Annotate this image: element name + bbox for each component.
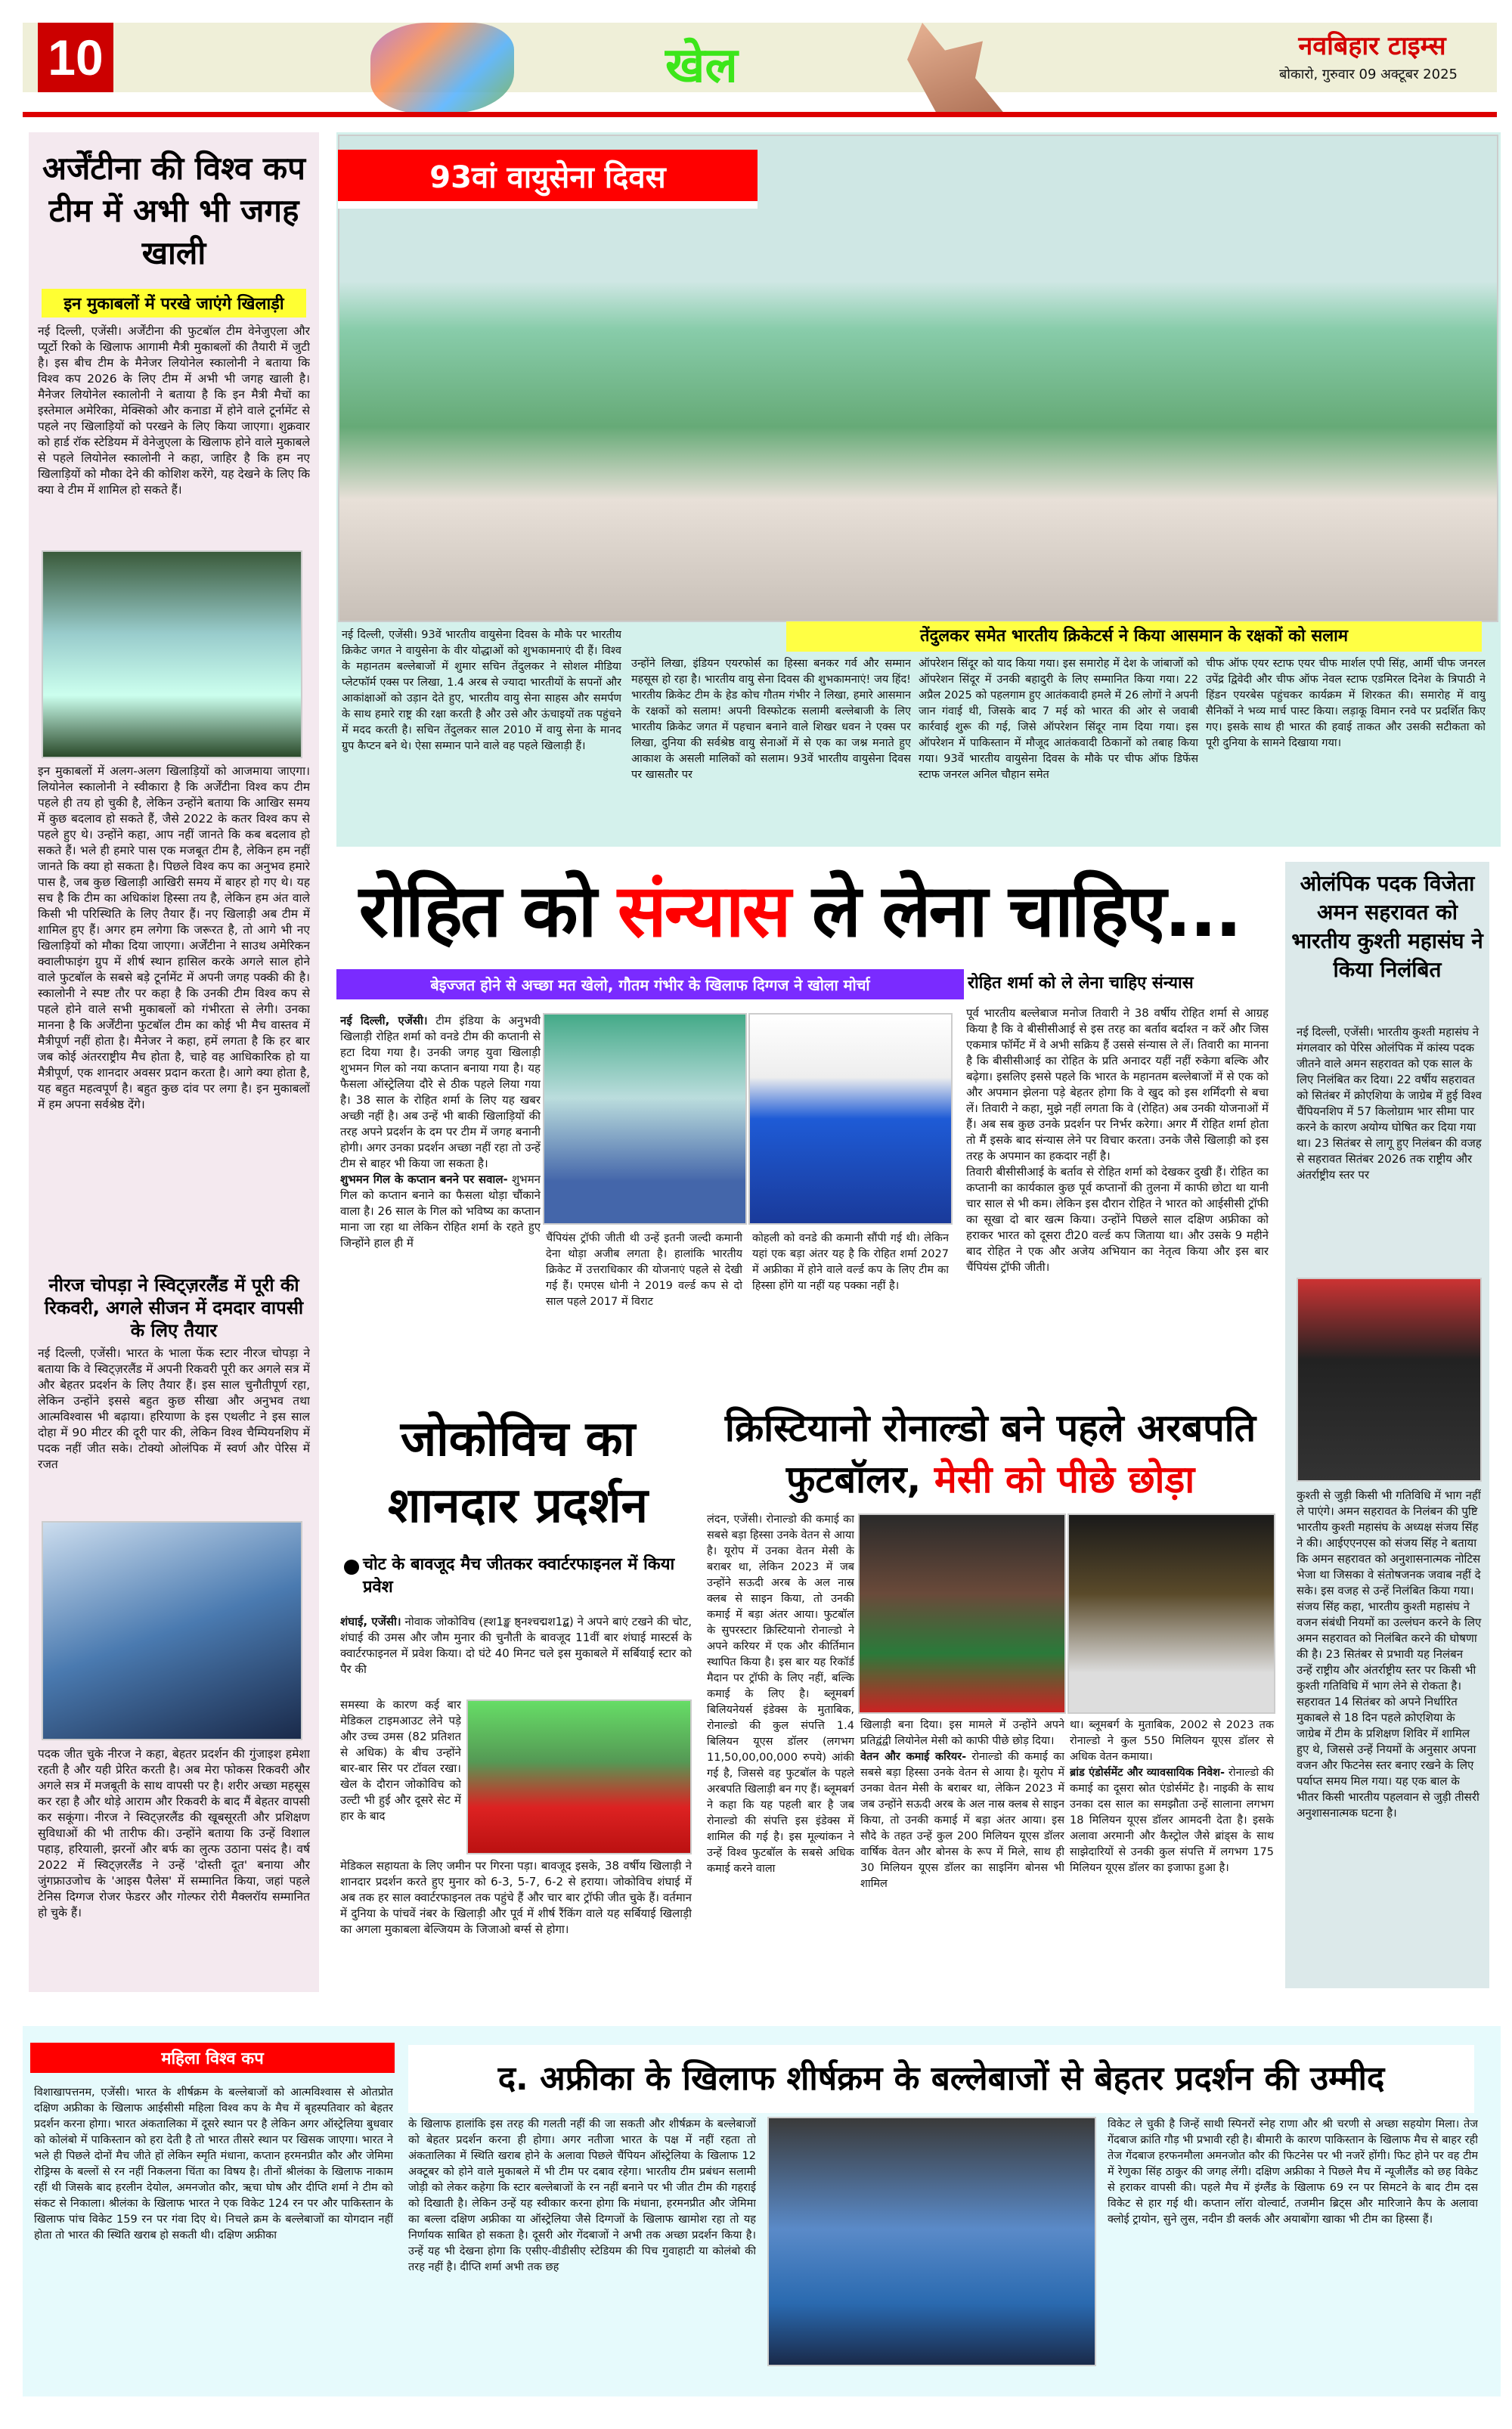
rohit-side-body [966,1005,1269,1383]
paragraph: था। ब्लूमबर्ग के मुताबिक, 2002 से 2023 तक रोनाल्डो ने कुल 550 मिलियन यूएस डॉलर से अधिक वेतन कमाया। [1070,1719,1274,1763]
djokovic-body-intro [340,1614,692,1697]
airforce-banner: 93वां वायुसेना दिवस [338,150,758,209]
page-number: 10 [38,23,113,92]
paragraph: पूर्व भारतीय बल्लेबाज मनोज तिवारी ने 38 वर्षीय रोहित शर्मा से आग्रह किया है कि वे बीसीसीआई से इस तरह का बर्ताव बर्दाश्त न करें और जिस एकमात्र फॉर्मेट में वे अभी सक्रिय हैं उससे संन्यास ले लें। तिवारी का मानना है कि बीसीसीआई का रोहित के प्रति अनादर यहीं नहीं रुकेगा बल्कि और बढ़ेगा। इसलिए इससे पहले कि भारत के महानतम बल्लेबाजों में से एक को और अपमान झेलना पड़े बेहतर होगा कि वे खुद को इस शर्मिंदगी से बचा लें। तिवारी ने कहा, मुझे नहीं लगता कि वे (रोहित) अब उनकी योजनाओं में हैं। अब सब कुछ उनके प्रदर्शन पर निर्भर करेगा। अगर मैं रोहित शर्मा होता तो मैं इसके बाद संन्यास लेने पर विचार करता। उनके जैसे खिलाड़ी को इस तरह के अपमान का हकदार नहीं है। [966,1006,1269,1163]
subheading: शुभमन गिल के कप्तान बनने पर सवाल- [340,1173,508,1186]
paragraph: नोवाक जोकोविच (ह्श1ङ्ख ष्ठ्नश्चद्मश1द्ब) ने अपने बाएं टखने की चोट, शंघाई की उमस और जौम मुनार की चुनौती के बावजूद 11वीं बार शंघाई मास्टर्स के क्वार्टरफाइनल में प्रवेश किया। दो घंटे 40 मिनट चले इस मुकाबले में सर्बियाई स्टार को पैर की [340,1615,692,1676]
neeraj-headline: नीरज चोपड़ा ने स्विट्ज़रलैंड में पूरी की रिकवरी, अगले सीजन में दमदार वापसी के लिए तैयार [44,1275,304,1341]
bullet-icon [344,1560,359,1575]
djokovic-headline: जोकोविच का शानदार प्रदर्शन [387,1411,649,1534]
messi-photo [1067,1513,1275,1714]
argentina-headline: अर्जेंटीना की विश्व कप टीम में अभी भी जगह खाली [42,150,306,271]
women-world-cup-label: महिला विश्व कप [30,2043,395,2073]
women-world-cup-headline: द. अफ्रीका के खिलाफ शीर्षक्रम के बल्लेबाजों से बेहतर प्रदर्शन की उम्मीद [408,2045,1474,2113]
aman-body-continued: कुश्ती से जुड़ी किसी भी गतिविधि में भाग नहीं ले पाएंगे। अमन सहरावत के निलंबन की पुष्टि भारतीय कुश्ती महासंघ के अध्यक्ष संजय सिंह ने की। आईएएनएस को संजय सिंह ने बताया कि अमन सहरावत को अनुशासनात्मक नोटिस भेजा था जिसका वे संतोषजनक जवाब नहीं दे सके। इस वजह से उन्हें निलंबित किया गया। संजय सिंह कहा, भारतीय कुश्ती महासंघ ने वजन संबंधी नियमों का उल्लंघन करने के लिए अमन सहरावत को निलंबित करने की घोषणा की है। 23 सितंबर से प्रभावी यह निलंबन उन्हें राष्ट्रीय और अंतर्राष्ट्रीय स्तर पर किसी भी कुश्ती गतिविधि में भाग लेने से रोकता है। सहरावत 14 सितंबर को अपने निर्धारित मुकाबले से 18 दिन पहले क्रोएशिया के जाग्रेब में टीम के प्रशिक्षण शिविर में शामिल हुए थे, जिससे उन्हें नियमों के अनुसार अपना वजन और फिटनेस स्तर बनाए रखने के लिए पर्याप्त समय मिल गया। यह एक बाल के भीतर किसी भारतीय पहलवान से जुड़ी तीसरी अनुशासनात्मक घटना है। [1297,1489,1482,1820]
rohit-headline [340,858,1259,964]
women-wc-body-col1: विशाखापत्तनम, एजेंसी। भारत के शीर्षक्रम के बल्लेबाजों को आत्मविश्वास से ओतप्रोत दक्षिण अफ्रीका के खिलाफ आईसीसी महिला विश्व कप के मैच में बृहस्पतिवार को बेहतर प्रदर्शन करना होगा। भारत अंकतालिका में दूसरे स्थान पर है लेकिन अगर ऑस्ट्रेलिया बुधवार को कोलंबो में पाकिस्तान को हरा देती है तो भारत तीसरे स्थान पर खिसक जाएगा। भारत ने भले ही पिछले दोनों मैच जीते हों लेकिन स्मृति मंधाना, कप्तान हरमनप्रीत कौर और जेमिमा रोड्रिग्स के बल्लों से रन नहीं निकलना चिंता का विषय है। तीनों श्रीलंका के खिलाफ नाकाम रहीं थी जिसके बाद हरलीन देयोल, अमनजोत कौर, ऋचा घोष और दीप्ति शर्मा ने टीम को संकट से निकाला। श्रीलंका के खिलाफ भारत ने एक विकेट 124 रन पर और पाकिस्तान के खिलाफ पांच विकेट 159 रन पर गंवा दिए थे। निचले क्रम के बल्लेबाजों का योगदान नहीं होता तो भारत की स्थिति खराब हो सकती थी। दक्षिण अफ्रीका [34,2087,393,2242]
djokovic-subhead: चोट के बावजूद मैच जीतकर क्वार्टरफाइनल में किया प्रवेश [363,1555,675,1597]
airforce-body-col1: नई दिल्ली, एजेंसी। 93वें भारतीय वायुसेना दिवस के मौके पर भारतीय क्रिकेट जगत ने वायुसेना के वीर योद्धाओं को शुभकामनाएं दी हैं। विश्व के महानतम बल्लेबाजों में शुमार सचिन तेंदुलकर ने सोशल मीडिया प्लेटफॉर्म एक्स पर लिखा, 1.4 अरब से ज्यादा भारतीयों के सपनों और आकांक्षाओं को उड़ान देते हुए, भारतीय वायु सेना साहस और समर्पण के साथ हमारे राष्ट्र की रक्षा करती है और उसे और ऊंचाइयों तक पहुंचने में मदद करती है। सचिन तेंदुलकर साल 2010 में वायु सेना के मानद ग्रुप कैप्टन बने थे। ऐसा सम्मान पाने वाले वह पहले खिलाड़ी हैं। [342,629,621,752]
paragraph: शुभमन गिल को कप्तान बनाने का फैसला थोड़ा चौंकाने वाला है। 26 साल के गिल को भविष्य का कप्तान माना जा रहा था लेकिन रोहित शर्मा के रहते हुए जिन्होंने हाल ही में [340,1173,541,1250]
djokovic-body-bottom: मेडिकल सहायता के लिए जमीन पर गिरना पड़ा। बावजूद इसके, 38 वर्षीय खिलाड़ी ने शानदार प्रदर्शन करते हुए मुनार को 6-3, 5-7, 6-2 से हराया। जोकोविच शंघाई में अब तक हर साल क्वार्टरफाइनल तक पहुंचे हैं और चार बार ट्रॉफी जीत चुके हैं। वर्तमान में दुनिया के पांचवें नंबर के खिलाड़ी और पूर्व में शीर्ष रैंकिंग वाले यह सर्बियाई खिलाड़ी का अगला मुकाबला बेल्जियम के जिजाओ बर्ग्स से होगा। [340,1859,692,1936]
ronaldo-body-col2 [860,1718,1064,1986]
airforce-body-col3: ऑपरेशन सिंदूर को याद किया गया। इस समारोह में देश के जांबाजों को ऑपरेशन सिंदूर में उनकी बहादुरी के लिए सम्मानित किया गया। 22 अप्रैल 2025 को पहलगाम हुए आतंकवादी हमले में 26 लोगों ने अपनी जान गंवाई थी, जिसके बाद 7 मई को भारत की ओर से जवाबी कार्रवाई शुरू की गई, जिसे ऑपरेशन सिंदूर नाम दिया गया। इस ऑपरेशन में पाकिस्तान में मौजूद आतंकवादी ठिकानों को तबाह किया गया। 93वें भारतीय वायुसेना दिवस के मौके पर चीफ ऑफ डिफेंस स्टाफ जनरल अनिल चौहान समेत [919,658,1198,781]
women-wc-body-col2: के खिलाफ हालांकि इस तरह की गलती नहीं की जा सकती और शीर्षक्रम के बल्लेबाजों को बेहतर प्रदर्शन करना ही होगा। अगर नतीजा भारत के पक्ष में नहीं रहता तो अंकतालिका में स्थिति खराब होने के अलावा पिछले चैंपियन ऑस्ट्रेलिया के खिलाफ 12 अक्टूबर को होने वाले मुकाबले में भी टीम पर दबाव रहेगा। भारतीय टीम प्रबंधन सलामी जोड़ी को लेकर कहेगा कि स्टार बल्लेबाजों के रन नहीं बनाने पर भी जीत टीम की गहराई को दिखाती है। लेकिन उन्हें यह स्वीकार करना होगा कि मंधाना, हरमनप्रीत और जेमिमा का बल्ला दक्षिण अफ्रीका या ऑस्ट्रेलिया जैसे दिग्गजों के खिलाफ खामोश रहा तो यह निर्णायक साबित हो सकता है। दूसरी ओर गेंदबाजों ने अभी तक अच्छा प्रदर्शन किया है। उन्हें यह भी देखना होगा कि एसीए-वीडीसीए स्टेडियम की पिच गुवाहाटी या कोलंबो की तरह नहीं है। दीप्ति शर्मा अभी तक छह [408,2118,756,2273]
aman-headline: ओलंपिक पदक विजेता अमन सहरावत को भारतीय कुश्ती महासंघ ने किया निलंबित [1291,871,1483,982]
rohit-body-col3: कोहली को वनडे की कमानी सौंपी गई थी। लेकिन यहां एक बड़ा अंतर यह है कि रोहित शर्मा 2027 में अफ्रीका में होने वाले वर्ल्ड कप के लिए टीम का हिस्सा होंगे या नहीं यह पक्का नहीं है। [752,1232,949,1292]
paragraph: रोनाल्डो की कमाई का दूसरा स्रोत एंडोर्समेंट है। नाइकी के साथ उनका दस साल का समझौता उन्हें सालाना लगभग 18 मिलियन यूएस डॉलर आमदनी देता है। इसके अलावा अरमानी और कैस्ट्रोल जैसे ब्रांड्स के साथ साझेदारियों से उनकी कुल संपत्ति में लगभग 175 मिलियन यूएस डॉलर का इजाफा हुआ है। [1070,1767,1274,1874]
ronaldo-body-col3 [1070,1718,1274,1986]
rohit-body-col1 [340,1013,541,1376]
section-title: खेल [665,38,738,94]
djokovic-photo [466,1699,692,1854]
rohit-headline-part1: रोहित को [358,869,618,953]
rohit-headline-red: संन्यास [617,869,789,953]
paragraph: रोनाल्डो की कमाई का सबसे बड़ा हिस्सा उनके वेतन से आया है। यूरोप में उनका वेतन मेसी के बराबर था, लेकिन 2023 में जब उन्होंने सऊदी अरब के अल नास्र क्लब से साइन किया, तो उनकी कमाई में बड़ा अंतर आया। इस सौदे के तहत उन्हें कुल 200 मिलियन यूएस डॉलर वार्षिक वेतन और बोनस के रूप में मिले, साथ ही 30 मिलियन यूएस डॉलर का साइनिंग बोनस भी शामिल [860,1751,1064,1890]
djokovic-body-left: समस्या के कारण कई बार मेडिकल टाइमआउट लेने पड़े और उच्च उमस (82 प्रतिशत से अधिक) के बीच उन्होंने बार-बार सिर पर टॉवल रखा। खेल के दौरान जोकोविच को उल्टी भी हुई और दूसरे सेट में हार के बाद [340,1698,461,1823]
ronaldo-headline-red: मेसी को पीछे छोड़ा [934,1458,1195,1501]
indian-women-team-celebration-photo [767,2117,1096,2366]
neeraj-body: नई दिल्ली, एजेंसी। भारत के भाला फेंक स्टार नीरज चोपड़ा ने बताया कि वे स्विट्ज़रलैंड में अपनी रिकवरी पूरी कर अगले सत्र में और बेहतर प्रदर्शन के लिए तैयार हैं। इस साल चुनौतीपूर्ण रहा, लेकिन उन्होंने इससे बहुत कुछ सीखा और अनुभव तथा आत्मविश्वास भी बढ़ाया। हरियाणा के इस एथलीट ने इस साल दोहा में 90 मीटर की दूरी पार की, लेकिन विश्व चैम्पियनशिप में पदक नहीं जीत सके। टोक्यो ओलंपिक में स्वर्ण और पेरिस में रजत [38,1346,310,1471]
ronaldo-headline [703,1402,1278,1505]
ronaldo-body-col1: लंदन, एजेंसी। रोनाल्डो की कमाई का सबसे बड़ा हिस्सा उनके वेतन से आया है। यूरोप में उनका वेतन मेसी के बराबर था, लेकिन 2023 में जब उन्होंने सऊदी अरब के अल नास्र क्लब से साइन किया, तो उनकी कमाई में बड़ा अंतर आया। फुटबॉल के सुपरस्टार क्रिस्टियानो रोनाल्डो ने अपने करियर में एक और कीर्तिमान स्थापित किया है। इस बार यह रिकॉर्ड मैदान पर ट्रॉफी के लिए नहीं, बल्कि कमाई के लिए है। ब्लूमबर्ग बिलियनेयर्स इंडेक्स के मुताबिक, रोनाल्डो की कुल संपत्ति 1.4 बिलियन यूएस डॉलर (लगभग 11,50,00,00,000 रुपये) आंकी गई है, जिससे वह फुटबॉल के पहले अरबपति खिलाड़ी बन गए हैं। ब्लूमबर्ग ने कहा कि यह पहली बार है जब रोनाल्डो की संपत्ति इस इंडेक्स में शामिल की गई है। इस मूल्यांकन ने उन्हें विश्व फुटबॉल के सबसे अधिक कमाई करने वाला [707,1513,854,1875]
dateline-lead: नई दिल्ली, एजेंसी। [340,1014,428,1027]
subheading: वेतन और कमाई करियर- [860,1751,967,1763]
header-divider [23,112,1497,117]
rohit-headline-part2: ले लेना चाहिए... [789,869,1241,953]
subheading: ब्रांड एंडोर्समेंट और व्यावसायिक निवेश- [1070,1767,1225,1779]
rohit-sharma-trophy-photo [543,1013,747,1225]
dateline: बोकारो, गुरुवार 09 अक्टूबर 2025 [1279,67,1458,82]
dateline-lead: शंघाई, एजेंसी। [340,1615,401,1628]
ronaldo-headline-part1: क्रिस्टियानो रोनाल्डो बने पहले अरबपति फुटबॉलर, [724,1406,1256,1501]
ronaldo-photo [858,1513,1066,1714]
rohit-gill-photo [748,1013,953,1225]
airforce-body-col4: चीफ ऑफ एयर स्टाफ एयर चीफ मार्शल एपी सिंह, आर्मी चीफ जनरल उपेंद्र द्विवेदी और चीफ ऑफ नेवल स्टाफ एडमिरल दिनेश के त्रिपाठी ने हिंडन एयरबेस पहुंचकर कार्यक्रम में शिरकत की। समारोह में वायु सैनिकों ने भव्य मार्च पास्ट किया। लड़ाकू विमान रनवे पर प्रदर्शित किए गए। इसके साथ ही भारत की हवाई ताकत और उसकी सटीकता को पूरी दुनिया के सामने दिखाया गया। [1206,658,1486,749]
aman-sehrawat-photo [1297,1278,1482,1482]
neeraj-body-continued: पदक जीत चुके नीरज ने कहा, बेहतर प्रदर्शन की गुंजाइश हमेशा रहती है और यही प्रेरित करती है। अब मेरा फोकस रिकवरी और अगले सत्र में मजबूती के साथ वापसी पर है। शरीर अच्छा महसूस कर रहा है और थोड़े आराम और रिकवरी के बाद मैं बेहतर वापसी कर सकूंगा। नीरज ने स्विट्ज़रलैंड की खूबसूरती और प्रशिक्षण सुविधाओं की भी तारीफ की। उन्होंने बताया कि उन्हें विशाल पहाड़, हरियाली, झरनों और बर्फ का लुत्फ उठाना पसंद है। वर्ष 2022 में स्विट्ज़रलैंड ने उन्हें 'दोस्ती दूत' बनाया और जुंगफ्राउजोच के 'आइस पैलेस' में सम्मानित किया, जहां पहले टेनिस दिग्गज रोजर फेडरर और गोल्फर रोरी मैक्लरॉय सम्मानित हो चुके हैं। [38,1747,310,1919]
newspaper-logo: नवबिहार टाइम्स [1298,31,1446,61]
rohit-side-heading: रोहित शर्मा को ले लेना चाहिए संन्यास [968,974,1194,993]
rohit-body-col2: चैंपियंस ट्रॉफी जीती थी उन्हें इतनी जल्दी कमानी देना थोड़ा अजीब लगता है। हालांकि भारतीय क्रिकेट में उत्तराधिकार की योजनाएं पहले से देखी गई हैं। एमएस धोनी ने 2019 वर्ल्ड कप से दो साल पहले 2017 में विराट [546,1232,742,1308]
airforce-body-col2: उन्होंने लिखा, इंडियन एयरफोर्स का हिस्सा बनकर गर्व और सम्मान महसूस हो रहा है। भारतीय वायु सेना दिवस की शुभकामनाएं! जय हिंद! भारतीय क्रिकेट टीम के हेड कोच गौतम गंभीर ने लिखा, हमारे आसमान के रक्षकों को सलाम! अपनी विस्फोटक सलामी बल्लेबाजी के लिए भारतीय क्रिकेट जगत में पहचान बनाने वाले शिखर धवन ने एक्स पर लिखा, दुनिया की सर्वश्रेष्ठ वायु सेनाओं में से एक का जश्न मनाते हुए आकाश के असली मालिकों को सलाम। 93वें भारतीय वायुसेना दिवस पर खासतौर पर [631,658,911,781]
paragraph: तिवारी बीसीसीआई के बर्ताव से रोहित शर्मा को देखकर दुखी हैं। रोहित का कप्तानी का कार्यकाल कुछ पूर्व कप्तानों की तुलना में काफी छोटा था यानी चार साल से भी कम। लेकिन इस दौरान रोहित ने भारत को आईसीसी ट्रॉफी का सूखा दो बार खत्म किया। उन्होंने पिछले साल दक्षिण अफ्रीका को हराकर भारत को दूसरा टी20 वर्ल्ड कप जिताया था। और उसके 9 महीने बाद रोहित ने एक और अजेय अभियान का नेतृत्व किया और इस बार चैंपियंस ट्रॉफी जीती। [966,1165,1269,1274]
argentina-body: नई दिल्ली, एजेंसी। अर्जेंटीना की फुटबॉल टीम वेनेजुएला और प्यूर्टो रिको के खिलाफ आगामी मैत्री मुकाबलों की तैयारी में जुटी है। इस बीच टीम के मैनेजर लियोनेल स्कालोनी ने बताया कि विश्व कप 2026 के लिए टीम में अभी भी जगह खाली है। मैनेजर लियोनेल स्कालोनी ने बताया है कि इन मैत्री मैचों का इस्तेमाल अमेरिका, मेक्सिको और कनाडा में होने वाले टूर्नामेंट से पहले नए खिलाड़ियों को परखने के लिए किया जाएगा। शुक्रवार को हार्ड रॉक स्टेडियम में वेनेजुएला के खिलाफ होने वाले मुकाबले से पहले लियोनेल स्कालोनी ने कहा, जाहिर है कि हम नए खिलाड़ियों को मौका देने की कोशिश करेंगे, यह देखने के लिए कि क्या वे टीम में शामिल हो सकते हैं। [38,324,310,497]
rohit-purple-subhead: बेइज्जत होने से अच्छा मत खेलो, गौतम गंभीर के खिलाफ दिग्गज ने खोला मोर्चा [336,969,964,999]
women-wc-body-col3: विकेट ले चुकी है जिन्हें साथी स्पिनरों स्नेह राणा और श्री चरणी से अच्छा सहयोग मिला। तेज गेंदबाज क्रांति गौड़ भी प्रभावी रही है। बीमारी के कारण पाकिस्तान के खिलाफ मैच से बाहर रही तेज गेंदबाज हरफनमौला अमनजोत कौर की फिटनेस पर भी नजरें होंगी। फिट होने पर वह टीम में रेणुका सिंह ठाकुर की जगह लेंगी। दक्षिण अफ्रीका ने पिछले मैच में न्यूजीलैंड को छह विकेट से हराकर वापसी की। पहले मैच में इंग्लैंड के खिलाफ 69 रन पर सिमटने के बाद टीम दस विकेट से हार गई थी। कप्तान लॉरा वोल्वार्ट, तजमीन ब्रिट्स और मारिजाने कैप के अलावा क्लोई ट्रायोन, सुने लुस, नदीन डी क्लर्क और अयाबोंगा खाका भी टीम का हिस्सा हैं। [1108,2118,1478,2226]
neeraj-chopra-photo [42,1521,302,1740]
argentina-subhead: इन मुकाबलों में परखे जाएंगे खिलाड़ी [42,289,306,318]
airforce-headline: तेंदुलकर समेत भारतीय क्रिकेटर्स ने किया आसमान के रक्षकों को सलाम [786,621,1482,652]
aman-body: नई दिल्ली, एजेंसी। भारतीय कुश्ती महासंघ ने मंगलवार को पेरिस ओलंपिक में कांस्य पदक जीतने वाले अमन सहरावत को एक साल के लिए निलंबित कर दिया। 22 वर्षीय सहरावत को सितंबर में क्रोएशिया के जाग्रेब में हुई विश्व चैंपियनशिप में 57 किलोग्राम भार सीमा पार करने के कारण अयोग्य घोषित कर दिया गया था। 23 सितंबर से लागू हुए निलंबन की वजह से सहरावत सितंबर 2026 तक राष्ट्रीय और अंतर्राष्ट्रीय स्तर पर [1297,1025,1482,1182]
argentina-team-photo [42,550,302,758]
argentina-body-continued: इन मुकाबलों में अलग-अलग खिलाड़ियों को आजमाया जाएगा। लियोनेल स्कालोनी ने स्वीकारा है कि अर्जेंटीना विश्व कप टीम पहले ही तय हो चुकी है, लेकिन उन्होंने बताया कि आखिर समय में कुछ बदलाव हो सकते हैं, जैसे 2022 के कतर विश्व कप से पहले हुए थे। उन्होंने कहा, आप नहीं जानते कि कब बदलाव हो सकते हैं। भले ही हमारे पास एक मजबूत टीम है, लेकिन हम नहीं जानते कि क्या हो सकता है। पिछले विश्व कप का अनुभव हमारे पास है, जब कुछ खिलाड़ी आखिरी समय में बाहर हो गए थे। यह सच है कि टीम का अधिकांश हिस्सा तय है, लेकिन हम अंत वाले किसी भी परिस्थिति के लिए तैयार हैं। नए खिलाड़ी अब टीम में शामिल हुए हैं। अगर हम लगेगा कि जरूरत है, तो आगे भी नए खिलाड़ियों को मौका दिया जाएगा। अर्जेंटीना ने साउथ अमेरिकन क्वालीफाइंग ग्रुप में शीर्ष स्थान हासिल करके अगले साल होने वाले फुटबॉल के सबसे बड़े टूर्नामेंट में अपनी जगह पक्की की है। स्कालोनी ने स्पष्ट तौर पर कहा है कि उनकी टीम विश्व कप से पहले होने वाले सभी मुकाबलों को गंभीरता से लेगी। उनका मानना है कि अर्जेंटीना फुटबॉल टीम का कोई भी मैच वास्तव में मैत्रीपूर्ण नहीं होता है। मैनेजर ने कहा, हमें लगता है कि हर बार जब कोई अंतरराष्ट्रीय मैच होता है, चाहे वह आधिकारिक हो या मैत्रीपूर्ण, एक शानदार अवसर प्रदान करता है। आगे क्या होता है, यह बहुत महत्वपूर्ण है। बहुत कुछ दांव पर लगा है। इन मुकाबलों में हम अपना सर्वश्रेष्ठ देंगे। [38,764,310,1111]
paragraph: टीम इंडिया के अनुभवी खिलाड़ी रोहित शर्मा को वनडे टीम की कप्तानी से हटा दिया गया है। उनकी जगह युवा खिलाड़ी शुभमन गिल को नया कप्तान बनाया गया है। यह फैसला ऑस्ट्रेलिया दौरे से ठीक पहले लिया गया है। 38 साल के रोहित शर्मा के लिए यह खबर अच्छी नहीं है। अब उन्हें भी बाकी खिलाड़ियों की तरह अपने प्रदर्शन के दम पर टीम में जगह बनानी होगी। अगर उनका प्रदर्शन अच्छा नहीं रहा तो उन्हें टीम से बाहर भी किया जा सकता है। [340,1014,541,1170]
state-map-collage-image [370,23,514,113]
paragraph: खिलाड़ी बना दिया। इस मामले में उन्होंने अपने प्रतिद्वंद्वी लियोनेल मेसी को काफी पीछे छोड़ दिया। [860,1719,1064,1747]
